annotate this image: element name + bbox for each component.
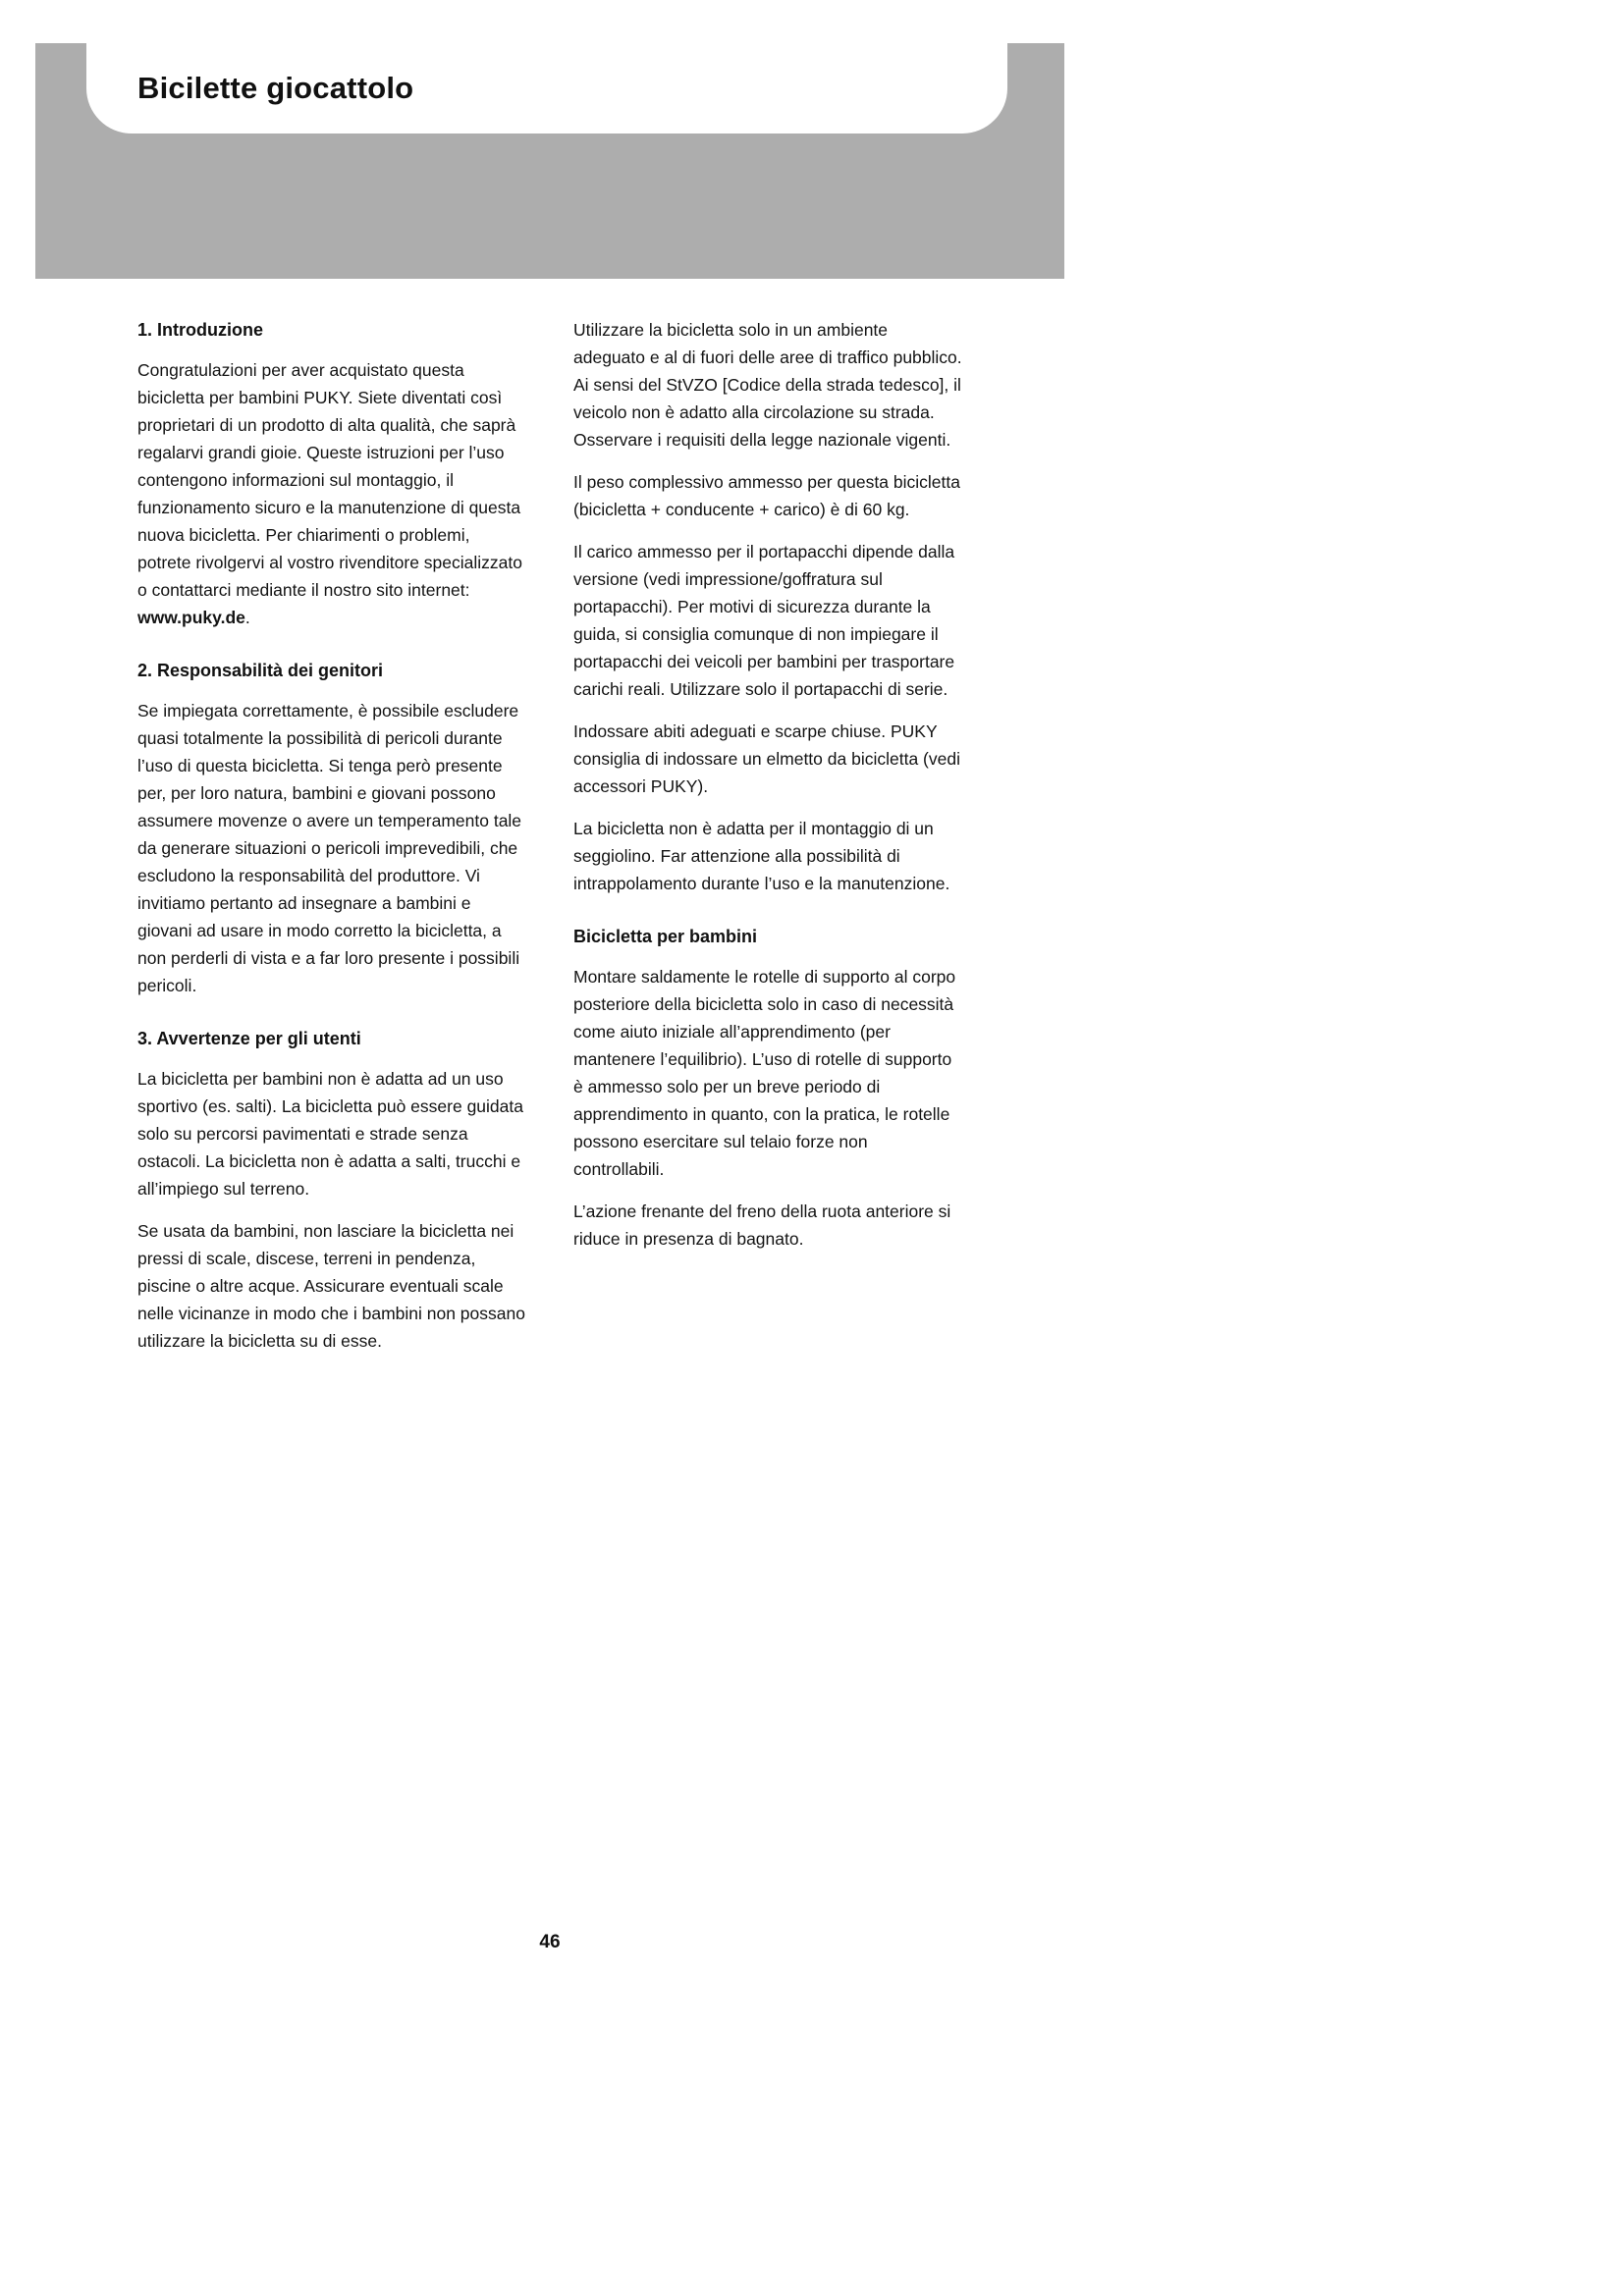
section-heading-children-bicycle: Bicicletta per bambini bbox=[573, 927, 758, 946]
paragraph-environment-traffic: Utilizzare la bicicletta solo in un ambiente adeguato e al di fuori delle aree di traffico pubblico. Ai sensi del StVZO [Codice della strada tedesco], il veicolo non è adatto alla circolazione su strada. Osservare i requisiti della legge nazionale vigenti. bbox=[573, 320, 962, 450]
paragraph-introduction-end: . bbox=[244, 608, 250, 627]
content-columns bbox=[137, 316, 962, 1369]
section-heading-parental-responsibility: 2. Responsabilità dei genitori bbox=[137, 661, 384, 680]
paragraph-warnings-stairs-water: Se usata da bambini, non lasciare la bicicletta nei pressi di scale, discese, terreni in pendenza, piscine o altre acque. Assicurare eventuali scale nelle vicinanze in modo che i bambini non possano utilizzare la bicicletta su di esse. bbox=[137, 1221, 525, 1351]
paragraph-child-seat: La bicicletta non è adatta per il montaggio di un seggiolino. Far attenzione alla possibilità di intrappolamento durante l’uso e la manutenzione. bbox=[573, 819, 950, 893]
paragraph-front-brake-wet: L’azione frenante del freno della ruota anteriore si riduce in presenza di bagnato. bbox=[573, 1201, 951, 1249]
title-tab bbox=[86, 43, 1007, 133]
paragraph-max-weight: Il peso complessivo ammesso per questa bicicletta (bicicletta + conducente + carico) è di 60 kg. bbox=[573, 472, 960, 519]
paragraph-clothing-helmet: Indossare abiti adeguati e scarpe chiuse. PUKY consiglia di indossare un elmetto da bicicletta (vedi accessori PUKY). bbox=[573, 721, 960, 796]
paragraph-luggage-rack: Il carico ammesso per il portapacchi dipende dalla versione (vedi impressione/goffratura sul portapacchi). Per motivi di sicurezza durante la guida, si consiglia comunque di non impiegare il portapacchi dei veicoli per bambini per trasportare carichi reali. Utilizzare solo il portapacchi di serie. bbox=[573, 542, 955, 699]
paragraph-introduction-text: Congratulazioni per aver acquistato questa bicicletta per bambini PUKY. Siete diventati così proprietari di un prodotto di alta qualità, che saprà regalarvi grandi gioie. Queste istruzioni per l’uso contengono informazioni sul montaggio, il funzionamento sicuro e la manutenzione di questa nuova bicicletta. Per chiarimenti o problemi, potrete rivolgervi al vostro rivenditore specializzato o contattarci mediante il nostro sito internet: bbox=[137, 360, 522, 600]
header-band bbox=[35, 43, 1064, 279]
right-column bbox=[573, 316, 962, 1369]
page-number: 46 bbox=[539, 1932, 561, 1952]
section-heading-user-warnings: 3. Avvertenze per gli utenti bbox=[137, 1029, 361, 1048]
section-heading-introduction: 1. Introduzione bbox=[137, 320, 263, 340]
paragraph-training-wheels: Montare saldamente le rotelle di supporto al corpo posteriore della bicicletta solo in caso di necessità come aiuto iniziale all’apprendimento (per mantenere l’equilibrio). L’uso di rotelle di supporto è ammesso solo per un breve periodo di apprendimento in quanto, con la pratica, le rotelle possono esercitare sul telaio forze non controllabili. bbox=[573, 967, 956, 1179]
website-url: www.puky.de bbox=[137, 608, 245, 627]
paragraph-parental-responsibility: Se impiegata correttamente, è possibile escludere quasi totalmente la possibilità di pericoli durante l’uso di questa bicicletta. Si tenga però presente per, per loro natura, bambini e giovani possono assumere movenze o avere un temperamento tale da generare situazioni o pericoli imprevedibili, che escludono la responsabilità del produttore. Vi invitiamo pertanto ad insegnare a bambini e giovani ad usare in modo corretto la bicicletta, a non perderli di vista e a far loro presente i possibili pericoli. bbox=[137, 701, 522, 995]
paragraph-warnings-sport-use: La bicicletta per bambini non è adatta ad un uso sportivo (es. salti). La bicicletta può essere guidata solo su percorsi pavimentati e strade senza ostacoli. La bicicletta non è adatta a salti, trucchi e all’impiego sul terreno. bbox=[137, 1069, 523, 1199]
left-column bbox=[137, 316, 526, 1369]
page-title: Bicilette giocattolo bbox=[137, 71, 414, 105]
paragraph-introduction bbox=[137, 356, 526, 631]
